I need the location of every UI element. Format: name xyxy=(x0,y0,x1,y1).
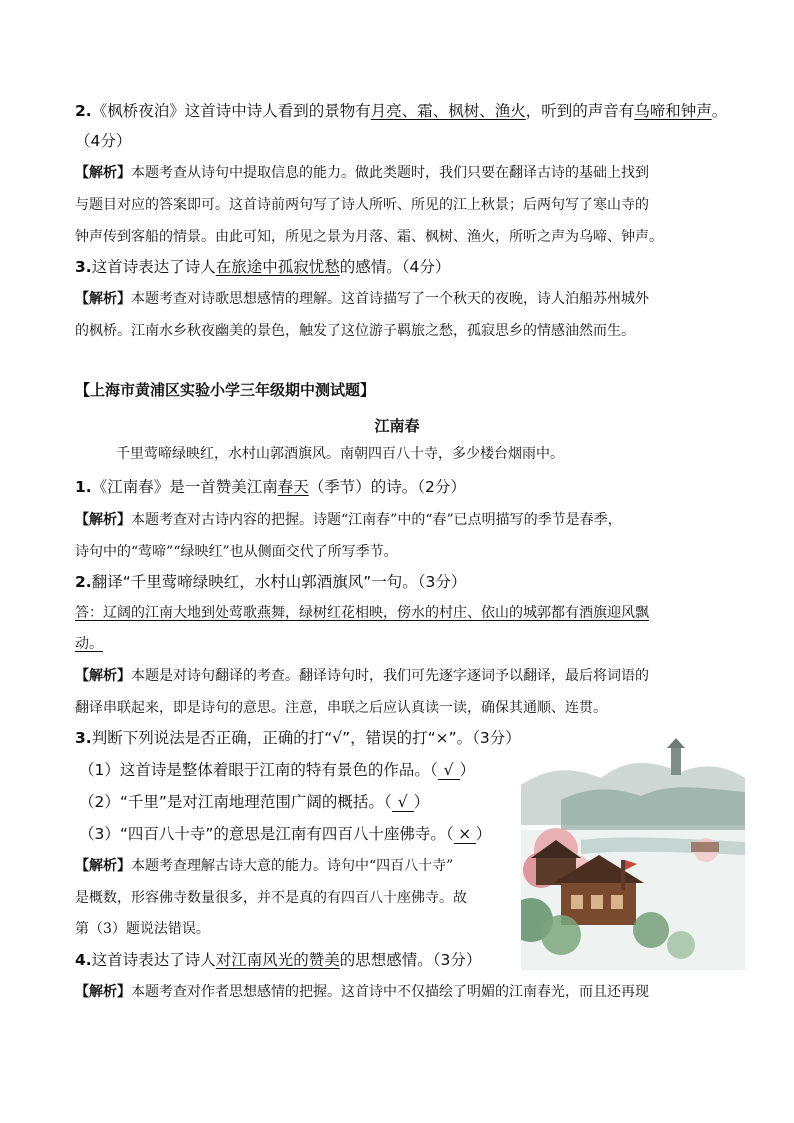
question-text: 翻译“千里莺啼绿映红，水村山郭酒旗风”一句。（3分） xyxy=(91,573,467,591)
poem-title: 江南春 xyxy=(374,417,420,435)
question-text: 的思想感情。（3分） xyxy=(339,951,482,969)
judge-close: ） xyxy=(413,793,430,811)
question-number: 3. xyxy=(75,729,92,747)
analysis-text: 诗句中的“莺啼”“绿映红”也从侧面交代了所写季节。 xyxy=(75,544,398,560)
analysis-text: 本题考查对诗歌思想感情的理解。这首诗描写了一个秋天的夜晚，诗人泊船苏州城外 xyxy=(131,291,649,307)
question-2 xyxy=(75,104,727,120)
judge-item-3 xyxy=(79,827,491,844)
analysis-text: 的枫桥。江南水乡秋夜幽美的景色，触发了这位游子羁旅之愁，孤寂思乡的情感油然而生。 xyxy=(75,323,635,339)
question-text: 这首诗表达了诗人 xyxy=(91,951,216,969)
judge-mark: × xyxy=(454,827,476,844)
question-2b xyxy=(75,575,466,591)
judge-label: （2）“千里”是对江南地理范围广阔的概括。（ xyxy=(79,793,392,811)
analysis-text: 本题考查对古诗内容的把握。诗题“江南春”中的“春”已点明描写的季节是春季， xyxy=(131,512,622,528)
analysis-2b xyxy=(75,669,649,683)
question-text: 。 xyxy=(711,102,728,120)
analysis-tag: 【解析】 xyxy=(75,291,131,307)
question-3b xyxy=(75,731,521,747)
poem-text: 千里莺啼绿映红，水村山郭酒旗风。南朝四百八十寺，多少楼台烟雨中。 xyxy=(116,446,564,462)
judge-label: （1）这首诗是整体着眼于江南的特有景色的作品。（ xyxy=(79,761,438,779)
analysis-text: 与题目对应的答案即可。这首诗前两句写了诗人所听、所见的江上秋景；后两句写了寒山寺的 xyxy=(75,197,649,213)
answer-line: 答：辽阔的江南大地到处莺歌燕舞，绿树红花相映，傍水的村庄、依山的城郭都有酒旗迎风飘 xyxy=(75,605,649,621)
analysis-text: 翻译串联起来，即是诗句的意思。注意，串联之后应认真读一读，确保其通顺、连贯。 xyxy=(75,700,607,716)
answer-text: 对江南风光的赞美 xyxy=(215,951,340,969)
question-number: 1. xyxy=(75,478,92,496)
question-4 xyxy=(75,953,481,969)
section-header: 【上海市黄浦区实验小学三年级期中测试题】 xyxy=(75,381,376,399)
judge-mark: √ xyxy=(438,763,460,780)
analysis-tag: 【解析】 xyxy=(75,858,131,874)
answer-text: 春天 xyxy=(277,478,309,496)
answer-heard: 乌啼和钟声 xyxy=(634,102,712,120)
analysis-3 xyxy=(75,292,649,306)
analysis-text: 本题考查从诗句中提取信息的能力。做此类题时，我们只要在翻译古诗的基础上找到 xyxy=(131,165,649,181)
answer-line: 动。 xyxy=(75,636,103,652)
question-text: ，听到的声音有 xyxy=(525,102,635,120)
analysis-text: 本题是对诗句翻译的考查。翻译诗句时，我们可先逐字逐词予以翻译，最后将词语的 xyxy=(131,668,649,684)
judge-item-1 xyxy=(79,763,475,780)
judge-label: （3）“四百八十寺”的意思是江南有四百八十座佛寺。（ xyxy=(79,825,454,843)
jiangnan-landscape-illustration xyxy=(521,730,745,970)
question-number: 2. xyxy=(75,573,92,591)
analysis-2 xyxy=(75,166,649,180)
analysis-text: 本题考查理解古诗大意的能力。诗句中“四百八十寺” xyxy=(131,858,454,874)
question-number: 4. xyxy=(75,951,92,969)
analysis-text: 本题考查对作者思想感情的把握。这首诗中不仅描绘了明媚的江南春光，而且还再现 xyxy=(131,984,649,1000)
question-text: 判断下列说法是否正确，正确的打“√”，错误的打“×”。（3分） xyxy=(91,729,521,747)
analysis-text: 是概数，形容佛寺数量很多，并不是真的有四百八十座佛寺。故 xyxy=(75,890,467,906)
question-1 xyxy=(75,480,466,496)
question-number: 2. xyxy=(75,102,92,120)
analysis-3b xyxy=(75,859,453,873)
question-text: 《江南春》是一首赞美江南 xyxy=(91,478,278,496)
analysis-tag: 【解析】 xyxy=(75,668,131,684)
answer-seen: 月亮、霜、枫树、渔火 xyxy=(370,102,526,120)
judge-mark: √ xyxy=(392,795,414,812)
answer-text: 在旅途中孤寂忧愁 xyxy=(215,258,340,276)
analysis-tag: 【解析】 xyxy=(75,165,131,181)
question-text: （季节）的诗。（2分） xyxy=(308,478,466,496)
question-score: （4分） xyxy=(75,132,132,150)
question-3 xyxy=(75,260,450,276)
judge-close: ） xyxy=(475,825,492,843)
question-text: 这首诗表达了诗人 xyxy=(91,258,216,276)
analysis-text: 钟声传到客船的情景。由此可知，所见之景为月落、霜、枫树、渔火，所听之声为乌啼、钟声。 xyxy=(75,229,663,245)
analysis-1 xyxy=(75,513,622,527)
judge-close: ） xyxy=(459,761,476,779)
analysis-4 xyxy=(75,985,649,999)
question-text: 的感情。（4分） xyxy=(339,258,451,276)
analysis-tag: 【解析】 xyxy=(75,512,131,528)
question-number: 3. xyxy=(75,258,92,276)
question-text: 《枫桥夜泊》这首诗中诗人看到的景物有 xyxy=(91,102,371,120)
analysis-tag: 【解析】 xyxy=(75,984,131,1000)
analysis-text: 第（3）题说法错误。 xyxy=(75,921,210,937)
judge-item-2 xyxy=(79,795,429,812)
